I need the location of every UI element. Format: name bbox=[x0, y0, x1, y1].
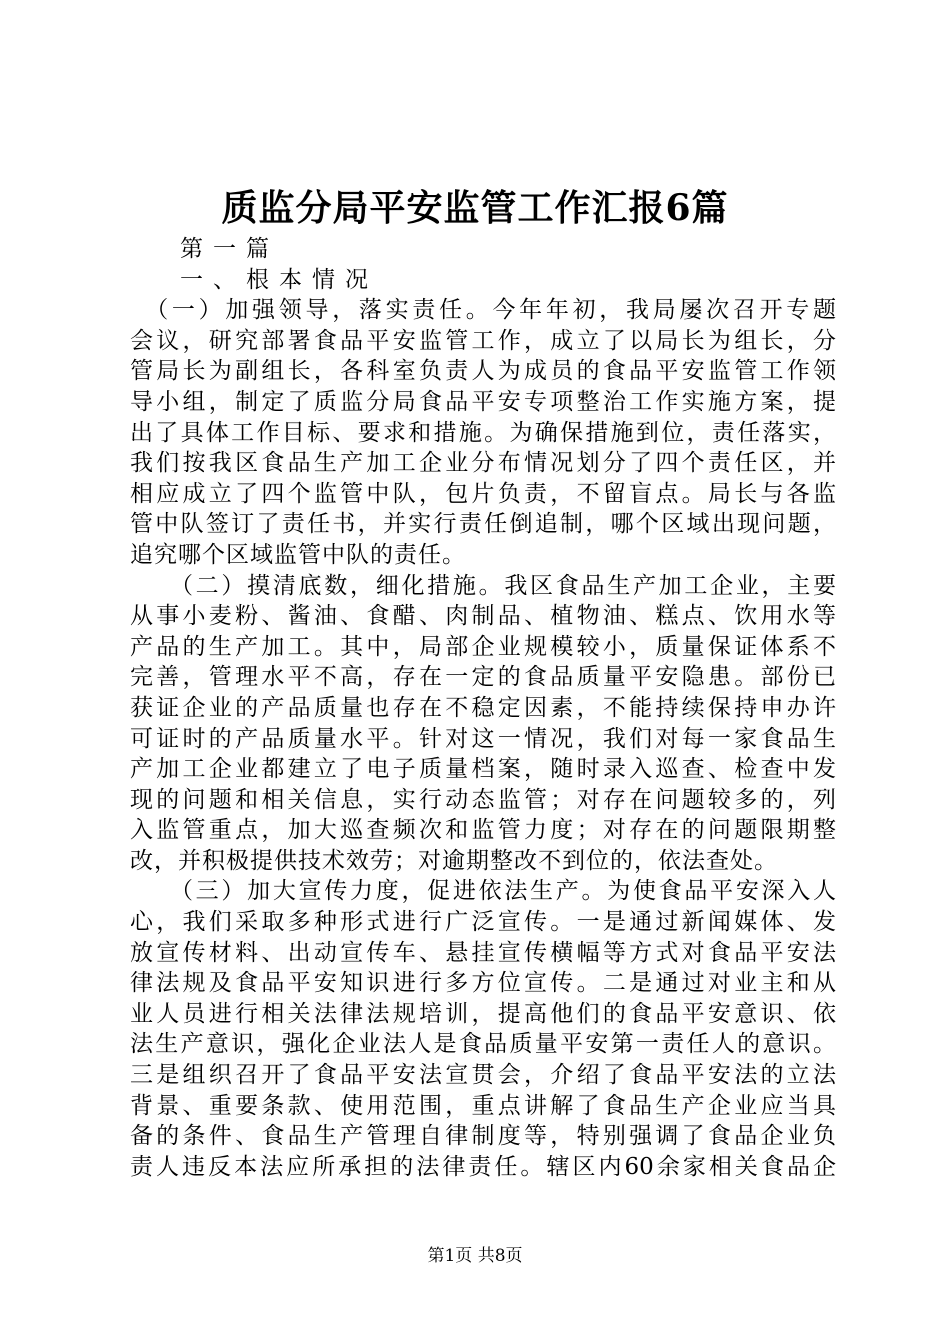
paragraph-line: 相应成立了四个监管中队，包片负责，不留盲点。局长与各监 bbox=[130, 480, 836, 507]
paragraph-line: 业人员进行相关法律法规培训，提高他们的食品平安意识、依 bbox=[130, 1000, 836, 1027]
paragraph-line: 获证企业的产品质量也存在不稳定因素，不能持续保持申办许 bbox=[130, 694, 836, 721]
paragraph-line: 法生产意识，强化企业法人是食品质量平安第一责任人的意识。 bbox=[130, 1031, 836, 1058]
paragraphs bbox=[130, 295, 836, 1182]
paragraph-line: 三是组织召开了食品平安法宣贯会，介绍了食品平安法的立法 bbox=[130, 1062, 836, 1089]
paragraph-line: 心，我们采取多种形式进行广泛宣传。一是通过新闻媒体、发 bbox=[130, 909, 836, 936]
paragraph-line: 会议，研究部署食品平安监管工作，成立了以局长为组长，分 bbox=[130, 327, 836, 354]
document-body bbox=[130, 234, 836, 1182]
page-footer: 第1页 共8页 bbox=[427, 1246, 523, 1266]
paragraph-line: 放宣传材料、出动宣传车、悬挂宣传横幅等方式对食品平安法 bbox=[130, 939, 836, 966]
paragraph-line: 完善，管理水平不高，存在一定的食品质量平安隐患。部份已 bbox=[130, 664, 836, 691]
section-label: 第一篇 bbox=[180, 236, 279, 262]
paragraph-line: （一）加强领导，落实责任。今年年初，我局屡次召开专题 bbox=[130, 297, 836, 324]
paragraph-line: 追究哪个区域监管中队的责任。 bbox=[130, 541, 466, 568]
paragraph-line: 入监管重点，加大巡查频次和监管力度；对存在的问题限期整 bbox=[130, 817, 836, 844]
paragraph-line: 改，并积极提供技术效劳；对逾期整改不到位的，依法查处。 bbox=[130, 847, 778, 874]
paragraph bbox=[130, 876, 836, 1182]
paragraph-line: 备的条件、食品生产管理自律制度等，特别强调了食品企业负 bbox=[130, 1123, 836, 1150]
document-title: 质监分局平安监管工作汇报6篇 bbox=[221, 187, 729, 229]
paragraph-line: （二）摸清底数，细化措施。我区食品生产加工企业，主要 bbox=[130, 572, 836, 599]
paragraph bbox=[130, 295, 836, 570]
paragraph-line: 从事小麦粉、酱油、食醋、肉制品、植物油、糕点、饮用水等 bbox=[130, 603, 836, 630]
paragraph-line: 产品的生产加工。其中，局部企业规模较小，质量保证体系不 bbox=[130, 633, 836, 660]
section-heading: 一、根本情况 bbox=[180, 266, 378, 293]
paragraph-line: 律法规及食品平安知识进行多方位宣传。二是通过对业主和从 bbox=[130, 970, 836, 997]
paragraph-line: 管中队签订了责任书，并实行责任倒追制，哪个区域出现问题， bbox=[130, 511, 836, 538]
paragraph-line: （三）加大宣传力度，促进依法生产。为使食品平安深入人 bbox=[130, 878, 836, 905]
paragraph-line: 管局长为副组长，各科室负责人为成员的食品平安监管工作领 bbox=[130, 358, 836, 385]
paragraph-line: 可证时的产品质量水平。针对这一情况，我们对每一家食品生 bbox=[130, 725, 836, 752]
paragraph-line: 出了具体工作目标、要求和措施。为确保措施到位，责任落实， bbox=[130, 419, 836, 446]
paragraph-line: 导小组，制定了质监分局食品平安专项整治工作实施方案，提 bbox=[130, 388, 836, 415]
paragraph-line: 背景、重要条款、使用范围，重点讲解了食品生产企业应当具 bbox=[130, 1092, 836, 1119]
paragraph-line: 我们按我区食品生产加工企业分布情况划分了四个责任区，并 bbox=[130, 450, 836, 477]
paragraph-line: 现的问题和相关信息，实行动态监管；对存在问题较多的，列 bbox=[130, 786, 836, 813]
paragraph-line: 责人违反本法应所承担的法律责任。辖区内60余家相关食品企 bbox=[130, 1153, 836, 1180]
paragraph bbox=[130, 571, 836, 877]
paragraph-line: 产加工企业都建立了电子质量档案，随时录入巡查、检查中发 bbox=[130, 756, 836, 783]
